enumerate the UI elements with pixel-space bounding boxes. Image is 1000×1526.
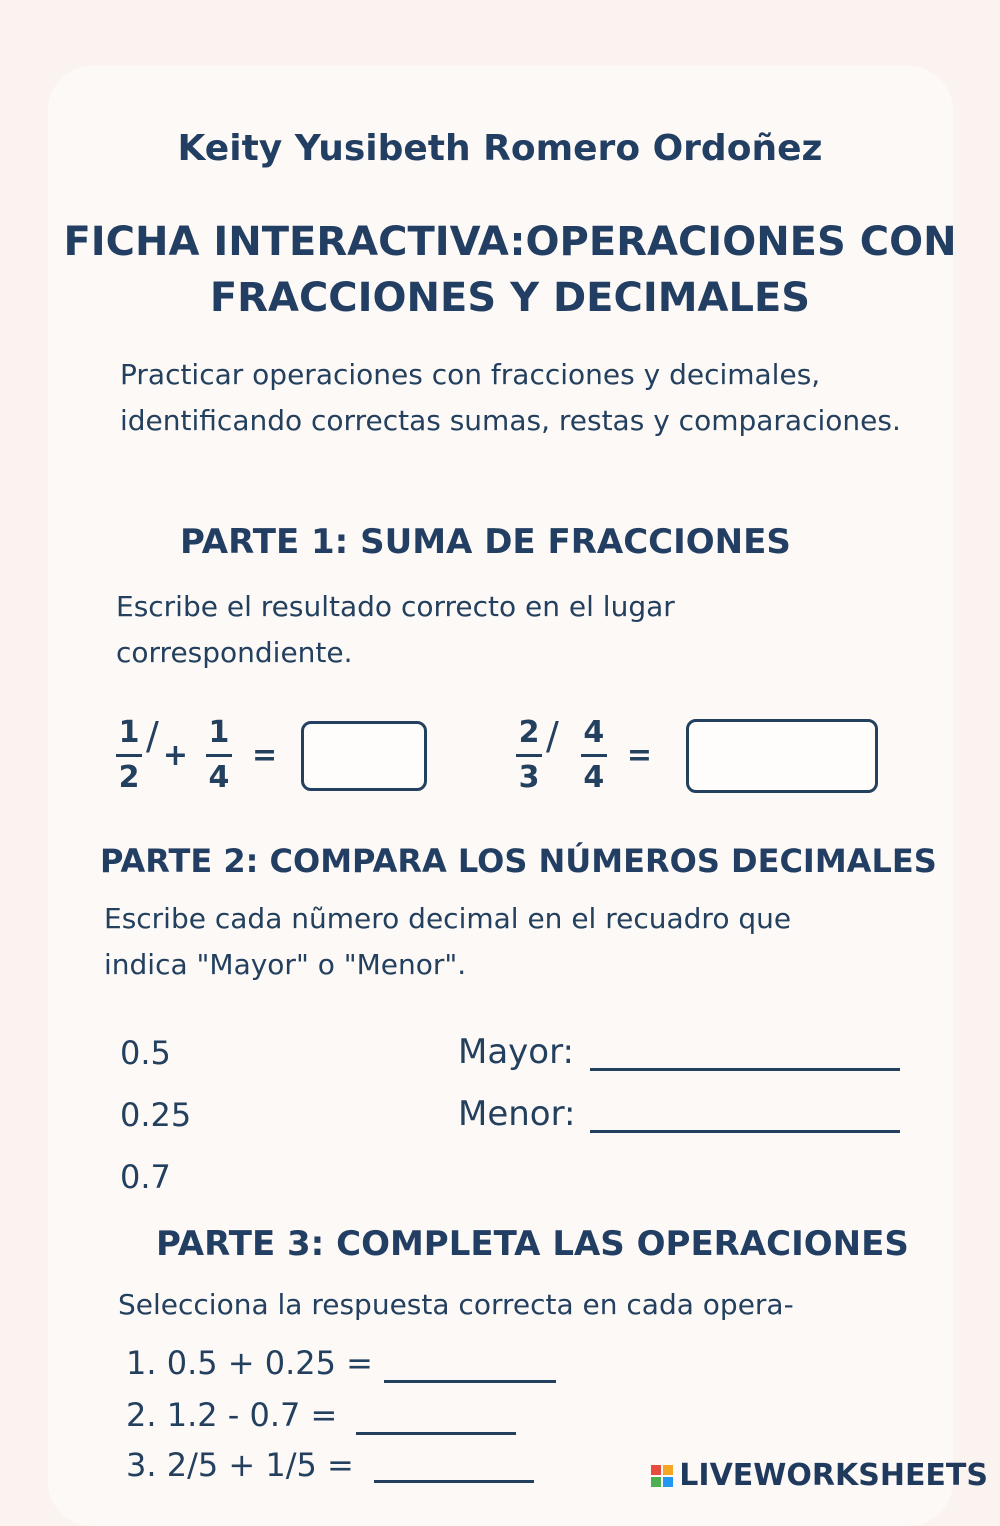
fraction-4-4 [581, 716, 607, 795]
menor-label: Menor: [458, 1094, 576, 1134]
part3-instruction: Selecciona la respuesta correcta en cada opera- [118, 1288, 794, 1321]
answer-box-2[interactable] [686, 719, 878, 793]
mayor-answer-line[interactable] [590, 1068, 900, 1071]
operation-answer-line[interactable] [356, 1432, 516, 1435]
numerator: 2 [518, 715, 540, 750]
operation-item: 2. 1.2 - 0.7 = [126, 1396, 338, 1434]
fraction-1-2 [116, 716, 142, 795]
decimal-number: 0.5 [120, 1034, 171, 1072]
part3-heading: PARTE 3: COMPLETA LAS OPERACIONES [156, 1224, 909, 1264]
part1-instruction: Escribe el resultado correcto en el lugar correspondiente. [116, 590, 675, 669]
equals-symbol: = [626, 738, 652, 773]
numerator: 4 [583, 715, 605, 750]
menor-answer-line[interactable] [590, 1130, 900, 1133]
fraction-equation-1 [116, 713, 427, 795]
slash-symbol: / [546, 713, 559, 758]
fraction-bar [516, 754, 542, 757]
fraction-1-4 [206, 716, 232, 795]
slash-symbol: / [146, 713, 159, 758]
part2-heading: PARTE 2: COMPARA LOS NÚMEROS DECIMALES [100, 842, 937, 880]
denominator: 3 [518, 760, 540, 795]
liveworksheets-icon [651, 1465, 673, 1487]
plus-symbol: + [162, 738, 188, 773]
objective-text: Practicar operaciones con fracciones y decimales, identificando correctas sumas, restas y comparaciones. [120, 358, 901, 437]
part1-heading: PARTE 1: SUMA DE FRACCIONES [180, 522, 791, 562]
liveworksheets-logo [651, 1458, 988, 1493]
fraction-equation-2 [516, 713, 878, 795]
denominator: 2 [118, 760, 140, 795]
worksheet-title: FICHA INTERACTIVA:OPERACIONES CON FRACCIONES Y DECIMALES [63, 219, 957, 321]
numerator: 1 [118, 715, 140, 750]
operation-answer-line[interactable] [384, 1380, 556, 1383]
fraction-bar [581, 754, 607, 757]
fraction-2-3 [516, 716, 542, 795]
decimal-number: 0.25 [120, 1096, 192, 1134]
denominator: 4 [583, 760, 605, 795]
fraction-bar [206, 754, 232, 757]
author-name: Keity Yusibeth Romero Ordoñez [177, 128, 823, 169]
denominator: 4 [208, 760, 230, 795]
decimal-number: 0.7 [120, 1158, 171, 1196]
operation-item: 3. 2/5 + 1/5 = [126, 1446, 354, 1484]
operation-answer-line[interactable] [374, 1480, 534, 1483]
operation-item: 1. 0.5 + 0.25 = [126, 1344, 373, 1382]
fraction-bar [116, 754, 142, 757]
answer-box-1[interactable] [301, 721, 427, 791]
equals-symbol: = [251, 738, 278, 773]
mayor-label: Mayor: [458, 1032, 574, 1072]
logo-text: LIVEWORKSHEETS [679, 1458, 988, 1493]
numerator: 1 [208, 715, 230, 750]
part2-instruction: Escribe cada nũmero decimal en el recuadro que indica "Mayor" o "Menor". [104, 902, 792, 981]
